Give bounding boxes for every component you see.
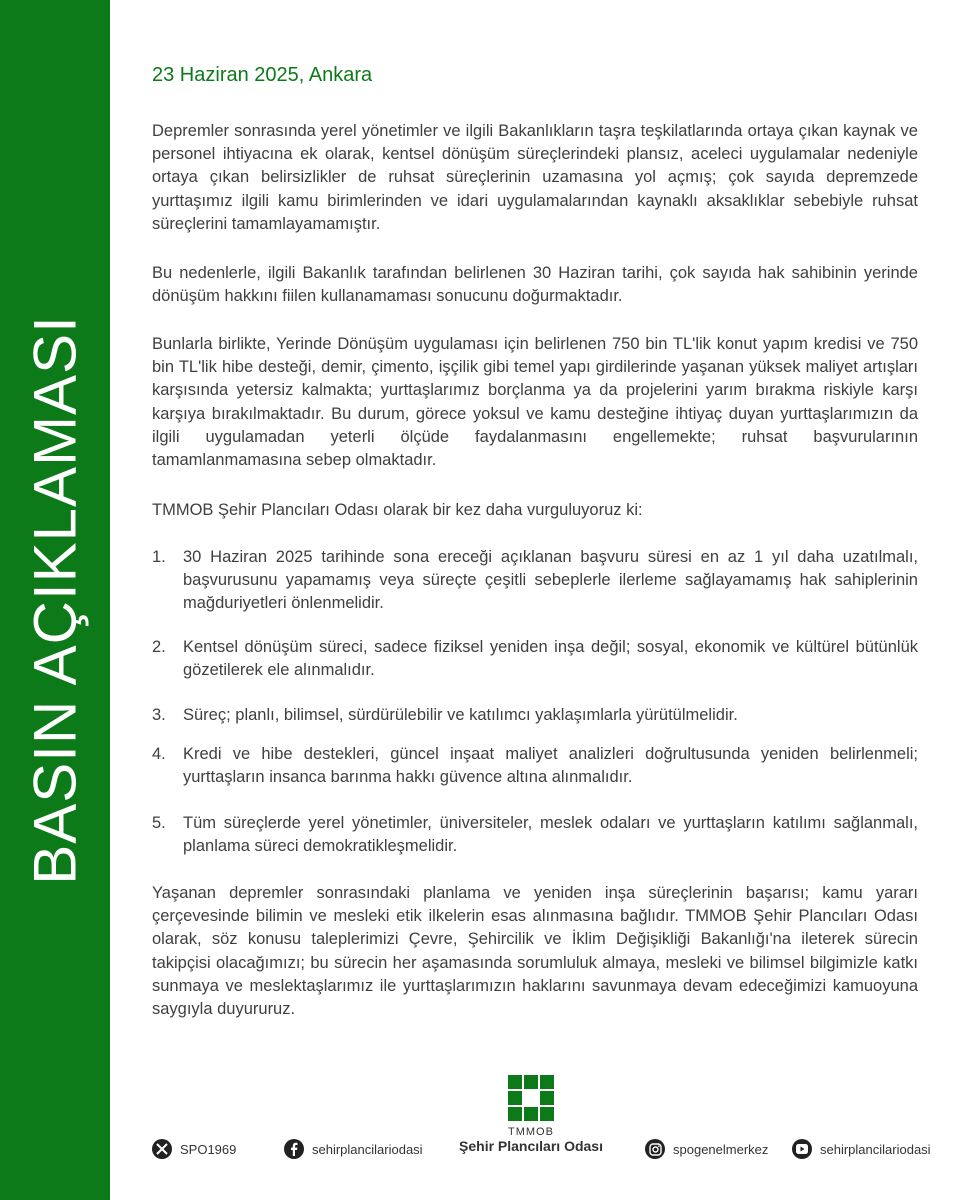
youtube-icon <box>792 1139 812 1159</box>
footer-facebook[interactable] <box>284 1136 423 1162</box>
footer-x-handle: SPO1969 <box>180 1141 237 1157</box>
footer-youtube[interactable] <box>792 1136 931 1162</box>
logo-org-small: TMMOB <box>508 1126 554 1138</box>
sidebar-band <box>0 0 110 1200</box>
list-text: 30 Haziran 2025 tarihinde sona ereceği açıklanan başvuru süresi en az 1 yıl daha uzatılmalı, başvurusunu yapamamış veya süreçte çeşitli sebeplerle ilerleme sağlayamamış hak sahiplerinin mağduriyetleri önlenmelidir. <box>183 548 918 613</box>
list-number: 3. <box>152 706 166 724</box>
x-icon <box>152 1139 172 1159</box>
list-number: 1. <box>152 548 166 566</box>
footer-facebook-handle: sehirplancilariodasi <box>312 1141 423 1157</box>
paragraph-3: Bunlarla birlikte, Yerinde Dönüşüm uygulaması için belirlenen 750 bin TL'lik konut yapım kredisi ve 750 bin TL'lik hibe desteği, demir, çimento, işçilik gibi temel yapı girdilerinde yaşanan yüksek maliyet artışları karşısında yetersiz kalmakta; yurttaşlarımız borçlanma ya da projelerini yarım bırakma riskiyle karşı karşıya bırakılmaktadır. Bu durum, görece yoksul ve kamu desteğine ihtiyaç duyan yurttaşlarımızın da ilgili uygulamadan yeterli ölçüde faydalanmasını engellemekte; ruhsat başvurularının tamamlanmamasına sebep olmaktadır. <box>152 335 918 470</box>
list-number: 2. <box>152 638 166 656</box>
facebook-icon <box>284 1139 304 1159</box>
paragraph-5: Yaşanan depremler sonrasındaki planlama ve yeniden inşa süreçlerinin başarısı; kamu yararı çerçevesinde bilimin ve mesleki etik ilkelerin esas alınmasına bağlıdır. TMMOB Şehir Plancıları Odası olarak, söz konusu taleplerimizi Çevre, Şehircilik ve İklim Değişikliği Bakanlığı'na ileterek sürecin takipçisi olacağımızı; bu sürecin her aşamasında sorumluluk almaya, mesleki ve bilimsel bilgimizle katkı sunmaya ve meslektaşlarımız ile yurttaşlarımızın haklarını savunmaya devam edeceğimizi kamuoyuna saygıyla duyururuz. <box>152 884 918 1019</box>
footer-youtube-handle: sehirplancilariodasi <box>820 1141 931 1157</box>
date-location: 23 Haziran 2025, Ankara <box>152 64 373 86</box>
sidebar-title: BASIN AÇIKLAMASI <box>21 315 89 885</box>
instagram-icon <box>645 1139 665 1159</box>
paragraph-2: Bu nedenlerle, ilgili Bakanlık tarafından belirlenen 30 Haziran tarihi, çok sayıda hak sahibinin yerinde dönüşüm hakkını fiilen kullanamaması sonucunu doğurmaktadır. <box>152 264 918 306</box>
footer-x[interactable] <box>152 1136 236 1162</box>
paragraph-4: TMMOB Şehir Plancıları Odası olarak bir kez daha vurguluyoruz ki: <box>152 501 643 519</box>
logo-org-name: Şehir Plancıları Odası <box>459 1138 603 1154</box>
paragraph-1: Depremler sonrasında yerel yönetimler ve ilgili Bakanlıkların taşra teşkilatlarında ortaya çıkan kaynak ve personel ihtiyacına ek olarak, kentsel dönüşüm süreçlerindeki plansız, aceleci uygulamalar nedeniyle ortaya çıkan belirsizlikler de ruhsat süreçlerinin uzamasına yol açmış; çok sayıda depremzede yurttaşımız ilgili kamu birimlerinden ve idari uygulamalarından kaynaklı aksaklıklar sebebiyle ruhsat süreçlerini tamamlayamamıştır. <box>152 122 918 233</box>
footer-instagram[interactable] <box>645 1136 768 1162</box>
list-text: Tüm süreçlerde yerel yönetimler, üniversiteler, meslek odaları ve yurttaşların katılımı sağlanmalı, planlama süreci demokratikleşmelidir. <box>183 814 918 856</box>
list-text: Süreç; planlı, bilimsel, sürdürülebilir ve katılımcı yaklaşımlarla yürütülmelidir. <box>183 706 738 724</box>
logo-grid-icon <box>508 1075 554 1121</box>
list-text: Kredi ve hibe destekleri, güncel inşaat maliyet analizleri doğrultusunda yeniden belirlenmeli; yurttaşların insanca barınma hakkı güvence altına alınmalıdır. <box>183 745 918 787</box>
list-text: Kentsel dönüşüm süreci, sadece fiziksel yeniden inşa değil; sosyal, ekonomik ve kültürel bütünlük gözetilerek ele alınmalıdır. <box>183 638 918 680</box>
footer-instagram-handle: spogenelmerkez <box>673 1141 769 1157</box>
list-number: 4. <box>152 745 166 763</box>
list-number: 5. <box>152 814 166 832</box>
